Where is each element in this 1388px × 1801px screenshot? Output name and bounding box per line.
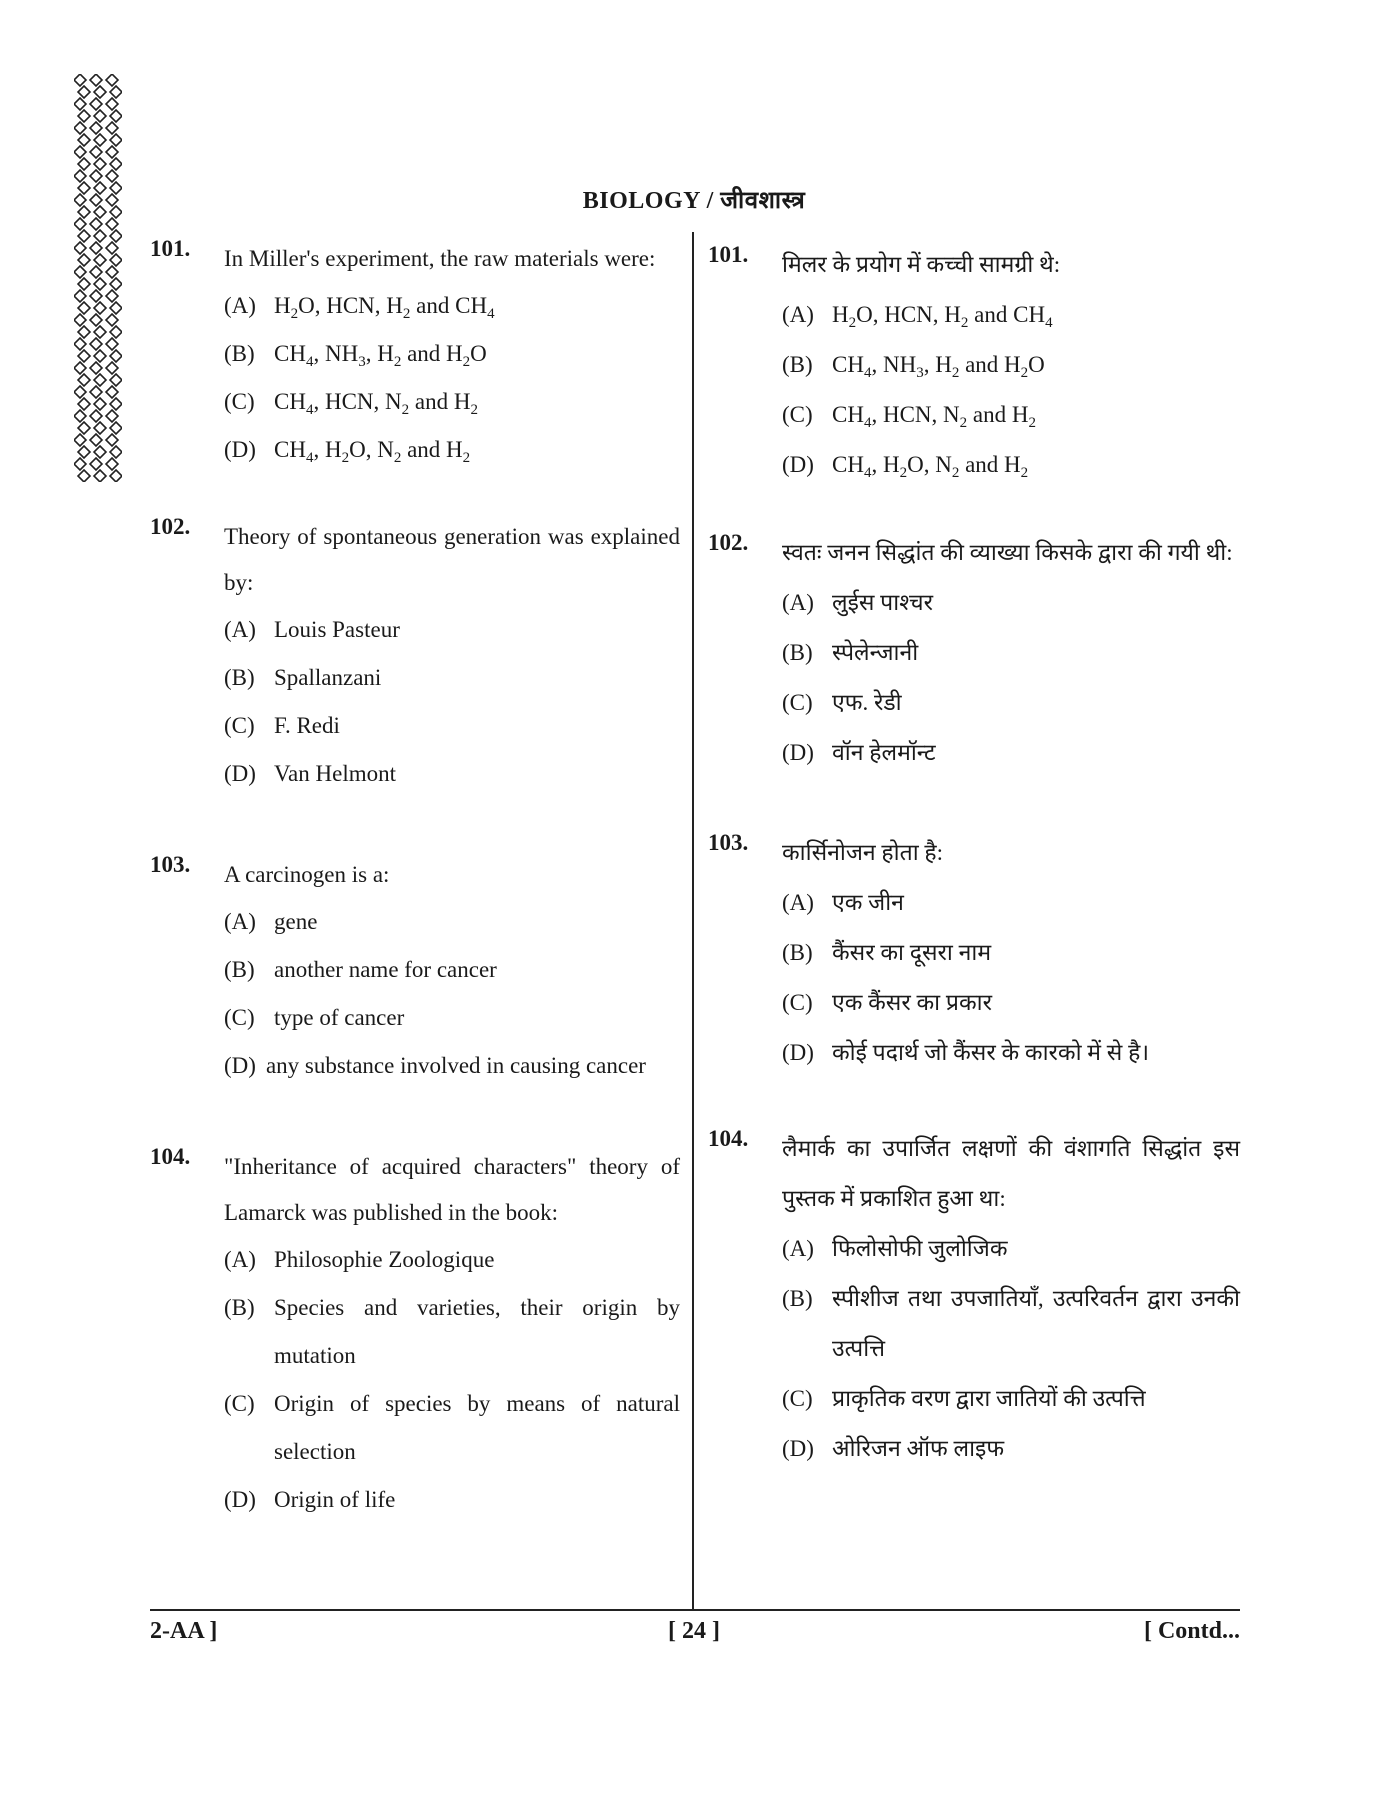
formula-segment: , H bbox=[313, 437, 342, 462]
pattern-diamond bbox=[78, 134, 90, 146]
pattern-diamond bbox=[78, 110, 90, 122]
formula-segment: and H bbox=[401, 437, 463, 462]
option-text: F. Redi bbox=[274, 713, 340, 738]
pattern-diamond bbox=[74, 362, 86, 374]
option-text: लुईस पाश्चर bbox=[832, 590, 933, 615]
option-text: वॉन हेलमॉन्ट bbox=[832, 740, 936, 765]
option-a bbox=[224, 282, 680, 330]
question-number: 102. bbox=[708, 530, 749, 555]
formula-segment: and CH bbox=[968, 302, 1046, 327]
continued-label: [ Contd... bbox=[1143, 1618, 1240, 1644]
question-text: मिलर के प्रयोग में कच्ची सामग्री थे: bbox=[782, 252, 1061, 277]
pattern-diamond bbox=[74, 290, 86, 302]
option-label: (B) bbox=[782, 352, 813, 377]
pattern-diamond bbox=[78, 398, 90, 410]
option-label: (A) bbox=[782, 1236, 814, 1261]
question-text: A carcinogen is a: bbox=[224, 862, 390, 887]
option-a bbox=[782, 290, 1240, 340]
option-label: (A) bbox=[782, 590, 814, 615]
option-c bbox=[224, 378, 680, 426]
option-label: (B) bbox=[782, 940, 813, 965]
option-text: फिलोसोफी जुलोजिक bbox=[832, 1236, 1008, 1261]
pattern-diamond bbox=[78, 422, 90, 434]
option-label: (D) bbox=[224, 761, 256, 786]
pattern-diamond bbox=[110, 446, 122, 458]
pattern-diamond bbox=[90, 386, 102, 398]
formula-subscript: 3 bbox=[358, 354, 366, 370]
option-label: (A) bbox=[224, 293, 256, 318]
pattern-diamond bbox=[106, 74, 118, 86]
formula-subscript: 2 bbox=[951, 465, 960, 481]
option-label: (D) bbox=[782, 452, 814, 477]
option-label: (D) bbox=[782, 740, 814, 765]
option-label: (C) bbox=[224, 1005, 255, 1030]
pattern-diamond bbox=[110, 350, 122, 362]
option-b bbox=[782, 1274, 1240, 1374]
formula-segment: CH bbox=[832, 452, 864, 477]
pattern-diamond bbox=[78, 350, 90, 362]
formula bbox=[832, 352, 1045, 381]
formula-segment: and H bbox=[401, 341, 463, 366]
pattern-diamond bbox=[106, 458, 118, 470]
pattern-diamond bbox=[74, 410, 86, 422]
option-text: Origin of species by means of natural selection bbox=[274, 1391, 680, 1464]
option-label: (C) bbox=[782, 690, 813, 715]
pattern-diamond bbox=[110, 326, 122, 338]
formula-subscript: 2 bbox=[470, 402, 478, 418]
pattern-diamond bbox=[94, 86, 106, 98]
formula-segment: CH bbox=[274, 437, 306, 462]
option-d bbox=[782, 1028, 1240, 1078]
question-number: 101. bbox=[150, 236, 191, 261]
option-a bbox=[782, 578, 1240, 628]
question-number: 102. bbox=[150, 514, 191, 539]
pattern-diamond bbox=[90, 98, 102, 110]
question-103-hi bbox=[708, 828, 1240, 1078]
option-text: स्पेलेन्जानी bbox=[832, 640, 919, 665]
option-label: (C) bbox=[782, 990, 813, 1015]
option-label: (C) bbox=[224, 713, 255, 738]
pattern-diamond bbox=[78, 230, 90, 242]
pattern-diamond bbox=[110, 422, 122, 434]
pattern-diamond bbox=[90, 410, 102, 422]
option-text: Origin of life bbox=[274, 1487, 396, 1512]
question-text: स्वतः जनन सिद्धांत की व्याख्या किसके द्वारा की गयी थी: bbox=[782, 540, 1233, 565]
formula-subscript: 2 bbox=[1020, 465, 1029, 481]
pattern-diamond bbox=[106, 170, 118, 182]
formula bbox=[274, 341, 487, 370]
option-label: (A) bbox=[224, 1247, 256, 1272]
option-d bbox=[782, 1424, 1240, 1474]
formula-segment: CH bbox=[274, 389, 306, 414]
formula-segment: , NH bbox=[313, 341, 359, 366]
formula-subscript: 2 bbox=[1028, 415, 1036, 431]
formula-subscript: 2 bbox=[393, 450, 402, 466]
pattern-diamond bbox=[110, 230, 122, 242]
booklet-code: 2-AA ] bbox=[150, 1618, 218, 1644]
pattern-diamond bbox=[90, 362, 102, 374]
option-label: (D) bbox=[782, 1436, 814, 1461]
option-label: (D) bbox=[224, 437, 256, 462]
formula-segment: O, HCN, H bbox=[298, 293, 403, 318]
option-text: एफ. रेडी bbox=[832, 690, 902, 715]
formula-subscript: 4 bbox=[305, 354, 314, 370]
formula-segment: O bbox=[470, 341, 487, 366]
formula-segment: , NH bbox=[871, 352, 917, 377]
pattern-diamond bbox=[90, 266, 102, 278]
option-a bbox=[782, 878, 1240, 928]
pattern-diamond bbox=[110, 302, 122, 314]
formula-subscript: 4 bbox=[305, 450, 314, 466]
pattern-diamond bbox=[110, 134, 122, 146]
formula-subscript: 2 bbox=[1020, 365, 1029, 381]
pattern-diamond bbox=[106, 98, 118, 110]
formula-subscript: 2 bbox=[341, 450, 350, 466]
pattern-diamond bbox=[90, 314, 102, 326]
formula-subscript: 2 bbox=[899, 465, 908, 481]
option-c bbox=[782, 978, 1240, 1028]
option-label: (C) bbox=[224, 389, 255, 414]
option-text: type of cancer bbox=[274, 1005, 405, 1030]
option-label: (C) bbox=[224, 1391, 255, 1416]
pattern-diamond bbox=[94, 110, 106, 122]
formula-subscript: 4 bbox=[1045, 315, 1053, 331]
pattern-diamond bbox=[90, 122, 102, 134]
pattern-diamond bbox=[94, 230, 106, 242]
formula-subscript: 3 bbox=[916, 365, 924, 381]
formula-subscript: 4 bbox=[305, 402, 314, 418]
formula-segment: , HCN, N bbox=[871, 402, 960, 427]
option-b bbox=[782, 340, 1240, 390]
option-label: (A) bbox=[782, 890, 814, 915]
formula-segment: and CH bbox=[410, 293, 488, 318]
question-number: 103. bbox=[150, 852, 191, 877]
pattern-diamond bbox=[110, 86, 122, 98]
option-label: (B) bbox=[224, 957, 255, 982]
option-b bbox=[782, 628, 1240, 678]
question-number: 101. bbox=[708, 242, 749, 267]
pattern-diamond bbox=[106, 386, 118, 398]
margin-security-pattern bbox=[74, 74, 122, 482]
option-d bbox=[224, 1476, 680, 1524]
option-a bbox=[224, 606, 680, 654]
question-104-hi bbox=[708, 1124, 1240, 1474]
option-c bbox=[782, 390, 1240, 440]
pattern-diamond bbox=[94, 350, 106, 362]
formula-subscript: 2 bbox=[462, 450, 471, 466]
column-divider bbox=[692, 232, 694, 1610]
pattern-diamond bbox=[94, 398, 106, 410]
formula-subscript: 4 bbox=[863, 465, 872, 481]
option-d bbox=[224, 750, 680, 798]
formula-subscript: 2 bbox=[960, 315, 969, 331]
option-text: any substance involved in causing cancer bbox=[265, 1053, 646, 1078]
formula-subscript: 4 bbox=[487, 306, 495, 322]
option-label: (A) bbox=[224, 909, 256, 934]
option-label: (B) bbox=[782, 1286, 813, 1311]
option-text: ओरिजन ऑफ लाइफ bbox=[832, 1436, 1005, 1461]
formula-segment: H bbox=[832, 302, 849, 327]
pattern-diamond bbox=[90, 218, 102, 230]
formula-segment: and H bbox=[959, 352, 1021, 377]
pattern-diamond bbox=[110, 110, 122, 122]
pattern-diamond bbox=[74, 386, 86, 398]
option-label: (C) bbox=[782, 402, 813, 427]
option-label: (B) bbox=[782, 640, 813, 665]
formula-segment: and H bbox=[967, 402, 1029, 427]
pattern-diamond bbox=[90, 242, 102, 254]
formula-segment: O bbox=[1028, 352, 1045, 377]
option-c bbox=[224, 1380, 680, 1476]
footer-rule bbox=[150, 1609, 1240, 1611]
option-b bbox=[224, 654, 680, 702]
question-text: In Miller's experiment, the raw materials were: bbox=[224, 246, 656, 271]
pattern-diamond bbox=[78, 302, 90, 314]
pattern-diamond bbox=[90, 458, 102, 470]
question-text: कार्सिनोजन होता है: bbox=[782, 840, 944, 865]
option-a bbox=[782, 1224, 1240, 1274]
option-label: (C) bbox=[782, 1386, 813, 1411]
pattern-diamond bbox=[106, 218, 118, 230]
formula bbox=[832, 452, 1029, 481]
pattern-diamond bbox=[106, 434, 118, 446]
option-text: Van Helmont bbox=[274, 761, 397, 786]
formula-segment: CH bbox=[274, 341, 306, 366]
formula bbox=[832, 302, 1053, 331]
pattern-diamond bbox=[110, 254, 122, 266]
pattern-diamond bbox=[78, 86, 90, 98]
option-label: (B) bbox=[224, 665, 255, 690]
option-text: another name for cancer bbox=[274, 957, 497, 982]
question-102-en bbox=[150, 514, 680, 798]
english-column bbox=[150, 236, 680, 1524]
pattern-diamond bbox=[94, 374, 106, 386]
option-text: Philosophie Zoologique bbox=[274, 1247, 495, 1272]
formula-subscript: 2 bbox=[393, 354, 402, 370]
option-b bbox=[224, 946, 680, 994]
option-d bbox=[782, 728, 1240, 778]
pattern-diamond bbox=[90, 146, 102, 158]
pattern-diamond bbox=[106, 338, 118, 350]
option-c bbox=[224, 702, 680, 750]
formula-segment: CH bbox=[832, 402, 864, 427]
formula-segment: , H bbox=[365, 341, 394, 366]
option-b bbox=[782, 928, 1240, 978]
formula-segment: O, N bbox=[907, 452, 952, 477]
option-text: प्राकृतिक वरण द्वारा जातियों की उत्पत्ति bbox=[832, 1386, 1146, 1411]
option-label: (B) bbox=[224, 341, 255, 366]
formula-segment: and H bbox=[959, 452, 1021, 477]
pattern-diamond bbox=[74, 434, 86, 446]
option-d bbox=[782, 440, 1240, 490]
pattern-diamond bbox=[90, 338, 102, 350]
question-103-en bbox=[150, 852, 680, 1090]
formula-subscript: 2 bbox=[401, 402, 410, 418]
pattern-diamond bbox=[106, 146, 118, 158]
formula-segment: CH bbox=[832, 352, 864, 377]
question-number: 103. bbox=[708, 830, 749, 855]
question-101-hi bbox=[708, 240, 1240, 490]
formula-subscript: 4 bbox=[863, 365, 872, 381]
option-b bbox=[224, 330, 680, 378]
question-text: लैमार्क का उपार्जित लक्षणों की वंशागति सिद्धांत इस पुस्तक में प्रकाशित हुआ था: bbox=[782, 1136, 1240, 1211]
option-label: (A) bbox=[782, 302, 814, 327]
option-label: (B) bbox=[224, 1295, 255, 1320]
pattern-diamond bbox=[74, 74, 86, 86]
option-text: gene bbox=[274, 909, 318, 934]
option-c bbox=[782, 1374, 1240, 1424]
pattern-diamond bbox=[78, 254, 90, 266]
pattern-diamond bbox=[78, 374, 90, 386]
option-text: स्पीशीज तथा उपजातियाँ, उत्परिवर्तन द्वारा उनकी उत्पत्ति bbox=[832, 1286, 1240, 1361]
pattern-diamond bbox=[74, 170, 86, 182]
option-text: Species and varieties, their origin by mutation bbox=[274, 1295, 680, 1368]
pattern-diamond bbox=[106, 410, 118, 422]
pattern-diamond bbox=[78, 158, 90, 170]
question-text: Theory of spontaneous generation was explained by: bbox=[224, 524, 680, 595]
formula bbox=[274, 437, 471, 466]
pattern-diamond bbox=[74, 458, 86, 470]
pattern-diamond bbox=[110, 398, 122, 410]
option-label: (D) bbox=[782, 1040, 814, 1065]
pattern-diamond bbox=[78, 446, 90, 458]
question-101-en bbox=[150, 236, 680, 474]
pattern-diamond bbox=[94, 446, 106, 458]
option-text: कैंसर का दूसरा नाम bbox=[832, 940, 992, 965]
formula-subscript: 2 bbox=[848, 315, 857, 331]
formula-subscript: 2 bbox=[959, 415, 968, 431]
option-text: Spallanzani bbox=[274, 665, 382, 690]
formula bbox=[274, 389, 478, 418]
formula-subscript: 2 bbox=[290, 306, 299, 322]
page-title: BIOLOGY / जीवशास्त्र bbox=[582, 188, 806, 214]
question-number: 104. bbox=[150, 1144, 191, 1169]
formula-segment: , H bbox=[923, 352, 952, 377]
pattern-diamond bbox=[74, 314, 86, 326]
formula-segment: O, HCN, H bbox=[856, 302, 961, 327]
option-a bbox=[224, 898, 680, 946]
pattern-diamond bbox=[78, 470, 90, 482]
formula-subscript: 2 bbox=[951, 365, 960, 381]
pattern-diamond bbox=[106, 290, 118, 302]
pattern-diamond bbox=[74, 98, 86, 110]
pattern-diamond bbox=[74, 146, 86, 158]
hindi-column bbox=[708, 240, 1240, 1474]
pattern-diamond bbox=[94, 422, 106, 434]
option-text: कोई पदार्थ जो कैंसर के कारको में से है। bbox=[832, 1040, 1150, 1065]
option-text: एक कैंसर का प्रकार bbox=[832, 990, 992, 1015]
question-number: 104. bbox=[708, 1126, 749, 1151]
pattern-diamond bbox=[106, 362, 118, 374]
pattern-diamond bbox=[90, 290, 102, 302]
pattern-diamond bbox=[110, 278, 122, 290]
pattern-diamond bbox=[94, 326, 106, 338]
formula-segment: and H bbox=[409, 389, 471, 414]
question-text: "Inheritance of acquired characters" theory of Lamarck was published in the book: bbox=[224, 1154, 680, 1225]
formula-segment: O, N bbox=[349, 437, 394, 462]
pattern-diamond bbox=[94, 302, 106, 314]
formula-segment: H bbox=[274, 293, 291, 318]
formula-subscript: 4 bbox=[863, 415, 872, 431]
option-d bbox=[224, 1042, 680, 1090]
pattern-diamond bbox=[110, 470, 122, 482]
formula bbox=[274, 293, 495, 322]
option-text: Louis Pasteur bbox=[274, 617, 400, 642]
option-c bbox=[224, 994, 680, 1042]
pattern-diamond bbox=[110, 374, 122, 386]
option-text: एक जीन bbox=[832, 890, 904, 915]
pattern-diamond bbox=[106, 314, 118, 326]
option-c bbox=[782, 678, 1240, 728]
pattern-diamond bbox=[90, 170, 102, 182]
formula-subscript: 2 bbox=[402, 306, 411, 322]
pattern-diamond bbox=[94, 470, 106, 482]
option-label: (D) bbox=[224, 1487, 256, 1512]
question-102-hi bbox=[708, 528, 1240, 778]
formula-segment: , HCN, N bbox=[313, 389, 402, 414]
pattern-diamond bbox=[110, 158, 122, 170]
formula-subscript: 2 bbox=[462, 354, 471, 370]
pattern-diamond bbox=[78, 278, 90, 290]
pattern-diamond bbox=[94, 158, 106, 170]
page-number: [ 24 ] bbox=[668, 1618, 720, 1644]
option-b bbox=[224, 1284, 680, 1380]
pattern-diamond bbox=[90, 74, 102, 86]
pattern-diamond bbox=[74, 242, 86, 254]
option-d bbox=[224, 426, 680, 474]
pattern-diamond bbox=[78, 326, 90, 338]
formula-segment: , H bbox=[871, 452, 900, 477]
pattern-diamond bbox=[106, 122, 118, 134]
pattern-diamond bbox=[106, 266, 118, 278]
pattern-diamond bbox=[90, 434, 102, 446]
pattern-diamond bbox=[74, 266, 86, 278]
option-a bbox=[224, 1236, 680, 1284]
option-label: (D) bbox=[224, 1053, 256, 1078]
pattern-diamond bbox=[74, 122, 86, 134]
pattern-diamond bbox=[74, 338, 86, 350]
option-label: (A) bbox=[224, 617, 256, 642]
pattern-diamond bbox=[74, 218, 86, 230]
pattern-diamond bbox=[94, 134, 106, 146]
formula bbox=[832, 402, 1036, 431]
pattern-diamond bbox=[94, 254, 106, 266]
question-104-en bbox=[150, 1144, 680, 1524]
pattern-diamond bbox=[94, 278, 106, 290]
pattern-diamond bbox=[106, 242, 118, 254]
